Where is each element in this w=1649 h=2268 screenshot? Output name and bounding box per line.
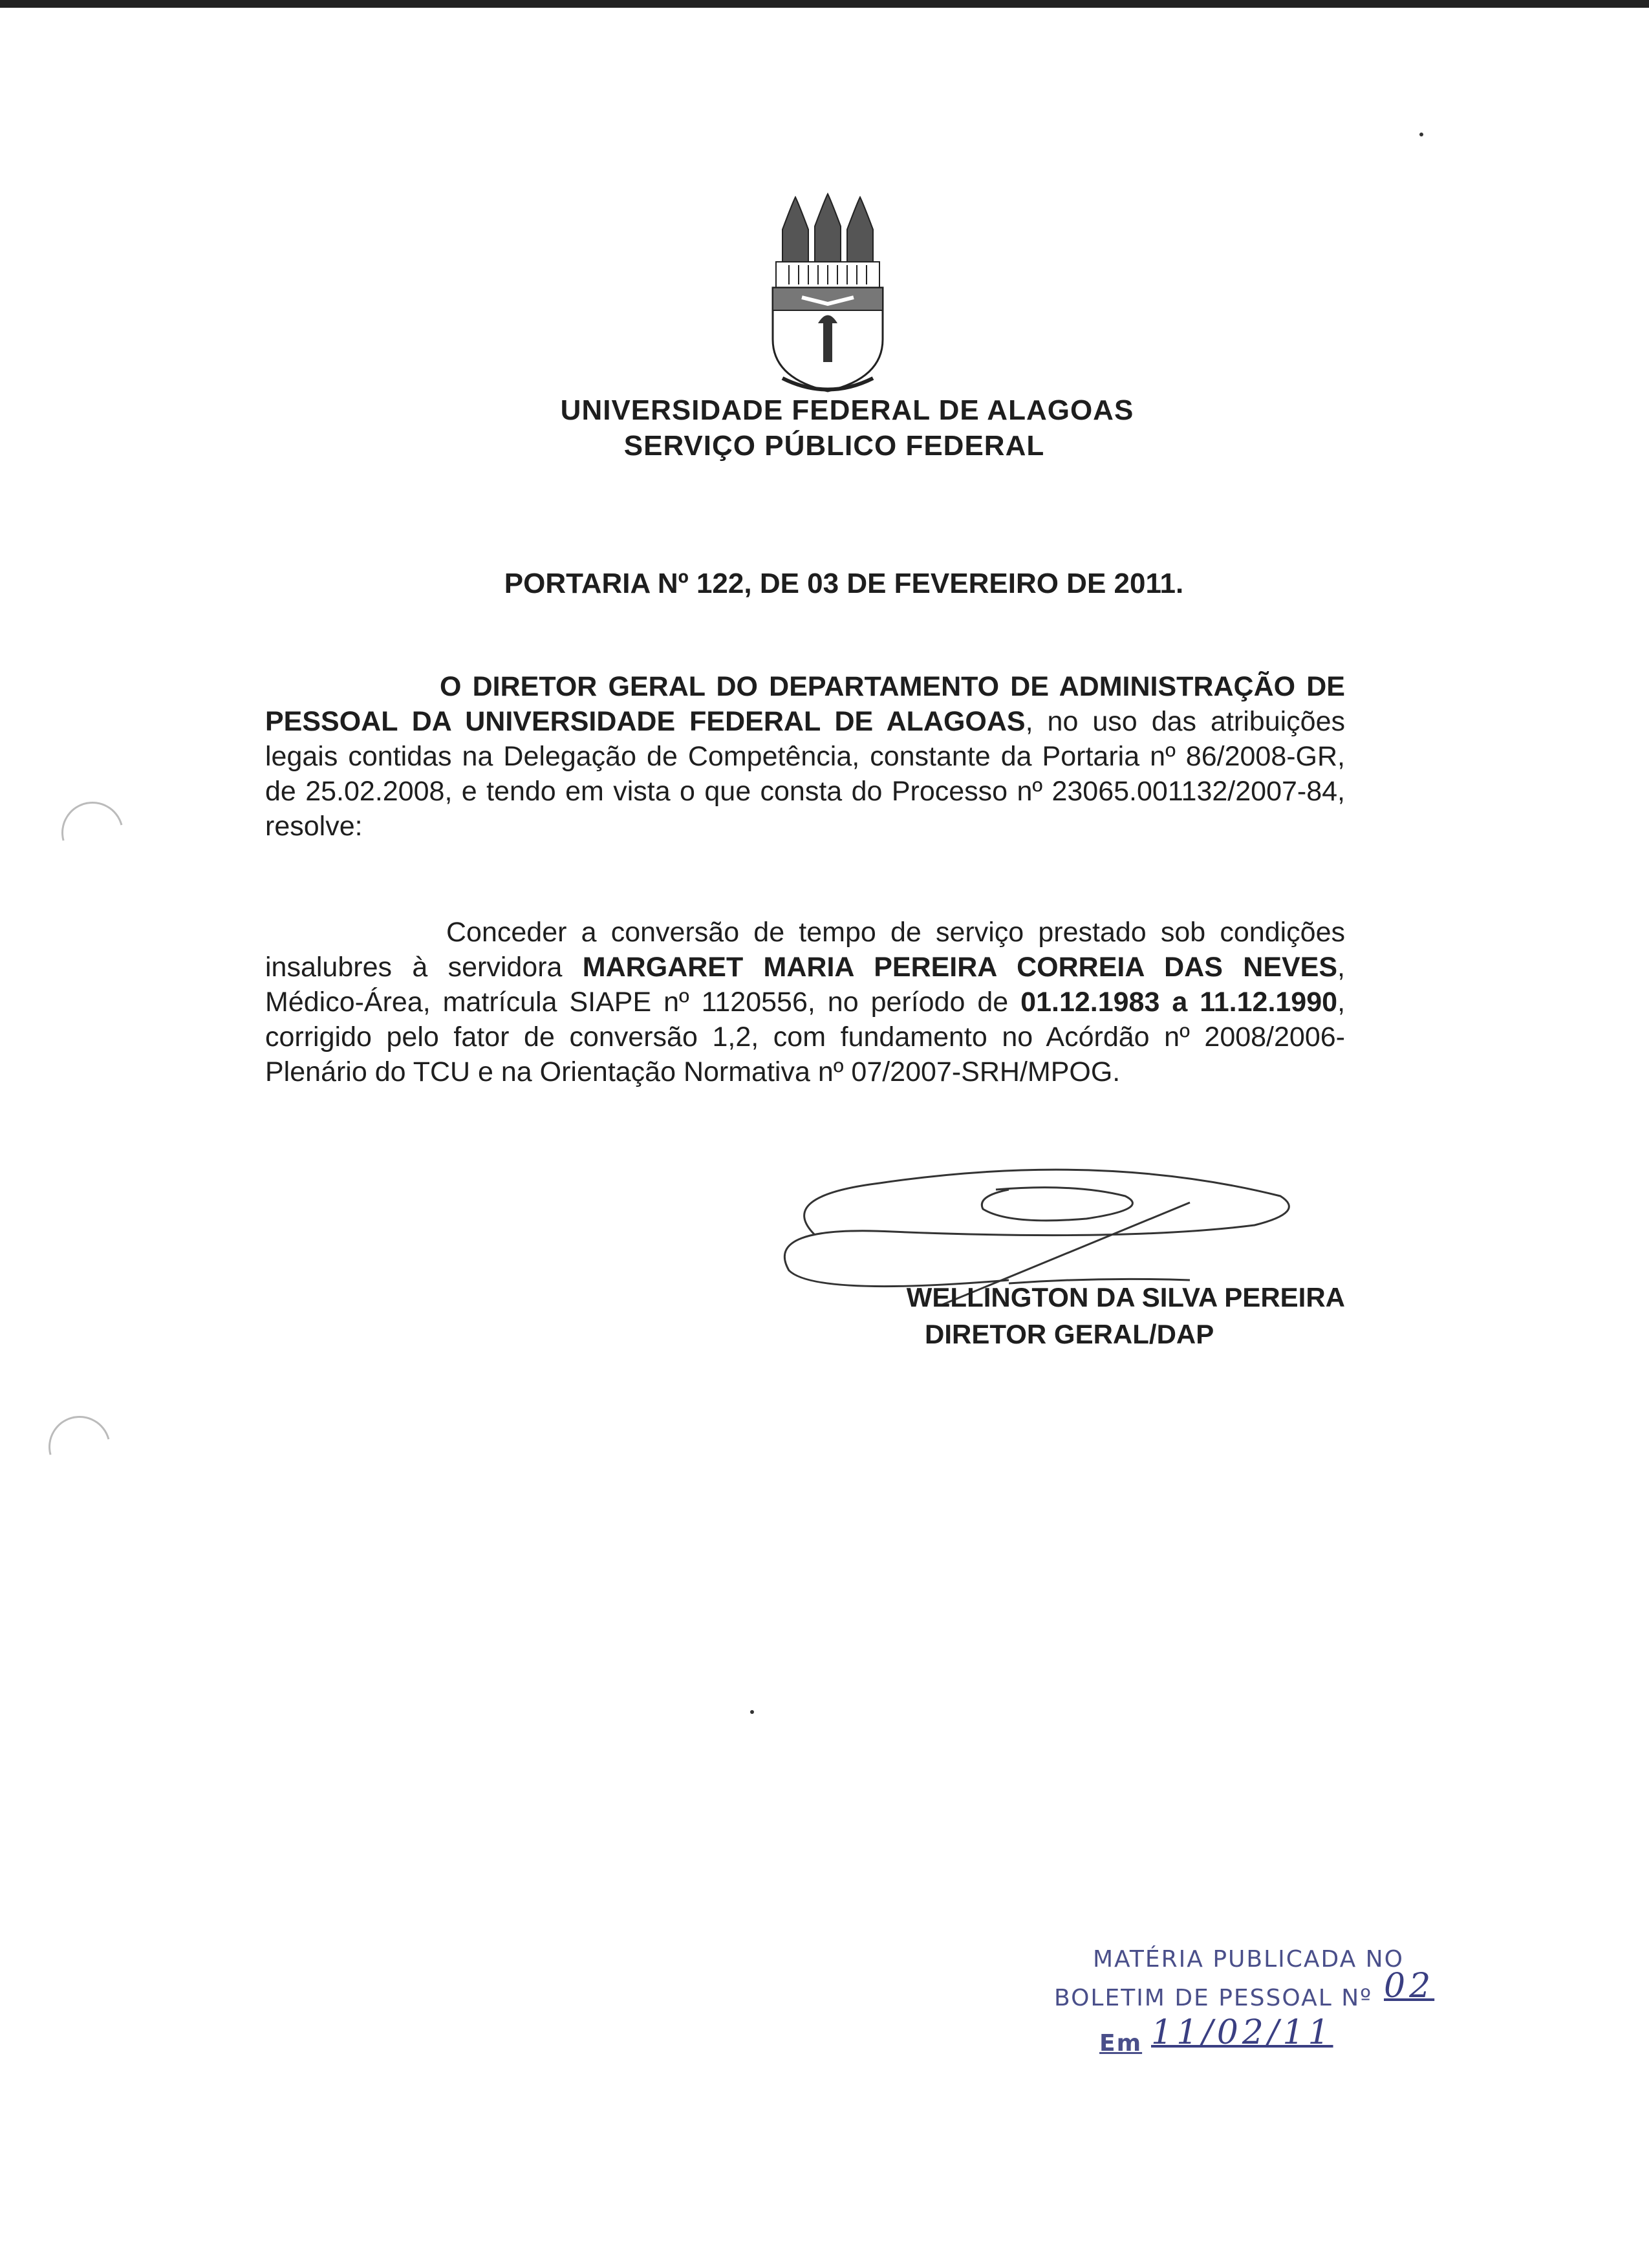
institution-name: UNIVERSIDADE FEDERAL DE ALAGOAS xyxy=(560,394,1134,426)
service-name: SERVIÇO PÚBLICO FEDERAL xyxy=(623,430,1045,462)
resolution-text-1: Conceder a conversão de tempo de serviço prestado sob condições insalubres à servidora xyxy=(265,917,1345,983)
scan-speck xyxy=(1419,133,1423,136)
signer-name: WELLINGTON DA SILVA PEREIRA xyxy=(906,1282,1345,1312)
preamble-text: , no uso das atribuições legais contidas na Delegação de Competência, constante da Portaria nº 86/2008-GR, de 25.02.2008, e tendo em vista o que consta do Processo nº 23065.001132/2007-84, resolve: xyxy=(265,706,1345,842)
resolution-paragraph xyxy=(265,915,1345,1089)
scan-top-edge xyxy=(0,0,1649,8)
punch-hole-top xyxy=(50,790,135,875)
scan-speck xyxy=(750,1710,754,1714)
university-crest-icon xyxy=(763,191,892,398)
resolution-text-2: , Médico-Área, matrícula SIAPE nº 1120556, no período de xyxy=(265,952,1345,1018)
publication-date: 11/02/11 xyxy=(1151,2013,1333,2052)
bulletin-number: 02 xyxy=(1384,1967,1435,2006)
service-period: 01.12.1983 a 11.12.1990 xyxy=(1020,987,1338,1018)
ordinance-title: PORTARIA Nº 122, DE 03 DE FEVEREIRO DE 2011. xyxy=(504,568,1184,599)
signer-role: DIRETOR GERAL/DAP xyxy=(925,1319,1214,1349)
resolution-text-3: , corrigido pelo fator de conversão 1,2, com fundamento no Acórdão nº 2008/2006-Plenário do TCU e na Orientação Normativa nº 07/2007-SRH/MPOG. xyxy=(265,987,1346,1087)
stamp-line-1: MATÉRIA PUBLICADA NO xyxy=(1093,1946,1404,1973)
preamble-paragraph xyxy=(265,669,1345,844)
punch-hole-bottom xyxy=(37,1404,122,1489)
stamp-line-3: Em xyxy=(1099,2030,1143,2057)
employee-name: MARGARET MARIA PEREIRA CORREIA DAS NEVES xyxy=(582,952,1338,983)
authority-name: O DIRETOR GERAL DO DEPARTAMENTO DE ADMINISTRAÇÃO DE PESSOAL DA UNIVERSIDADE FEDERAL DE ALAGOAS xyxy=(265,671,1345,737)
stamp-line-2: BOLETIM DE PESSOAL Nº xyxy=(1054,1985,1373,2011)
